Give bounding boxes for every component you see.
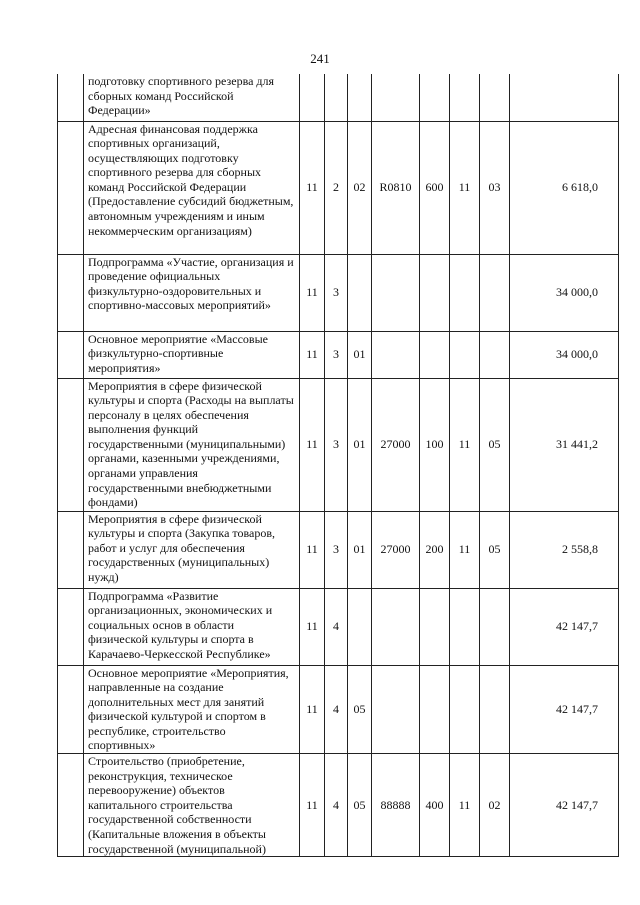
subprogram-code-cell: 3	[325, 331, 348, 378]
item-name-cell: подготовку спортивного резерва для сборных команд Российской Федерации»	[84, 74, 300, 121]
main-activity-code-cell: 05	[348, 754, 372, 857]
program-code-cell: 11	[300, 254, 325, 331]
item-name-cell: Подпрограмма «Участие, организация и проведение официальных физкультурно-оздоровительных и спортивно-массовых мероприятий»	[84, 254, 300, 331]
subsection-cell: 05	[480, 511, 510, 588]
amount-cell: 2 558,8	[510, 511, 619, 588]
section-cell	[450, 74, 480, 121]
row-number-cell	[58, 378, 84, 511]
direction-code-cell	[372, 665, 420, 754]
table-row	[58, 331, 619, 378]
direction-code-cell	[372, 254, 420, 331]
direction-code-cell: 27000	[372, 511, 420, 588]
amount-cell: 42 147,7	[510, 665, 619, 754]
row-number-cell	[58, 331, 84, 378]
program-code-cell: 11	[300, 511, 325, 588]
direction-code-cell: 88888	[372, 754, 420, 857]
subsection-cell: 03	[480, 121, 510, 254]
amount-cell: 34 000,0	[510, 331, 619, 378]
subsection-cell	[480, 588, 510, 665]
item-name-cell: Адресная финансовая поддержка спортивных организаций, осуществляющих подготовку спортивного резерва для сборных команд Российской Федерации (Предоставление субсидий бюджетным, автономным учреждениям и иным некоммерческим организациям)	[84, 121, 300, 254]
main-activity-code-cell	[348, 588, 372, 665]
subprogram-code-cell: 3	[325, 378, 348, 511]
expense-type-cell: 100	[420, 378, 450, 511]
row-number-cell	[58, 665, 84, 754]
direction-code-cell: 27000	[372, 378, 420, 511]
subprogram-code-cell: 3	[325, 511, 348, 588]
program-code-cell: 11	[300, 121, 325, 254]
item-name-cell: Мероприятия в сфере физической культуры и спорта (Расходы на выплаты персоналу в целях обеспечения выполнения функций государственными (муниципальными) органами, казенными учреждениями, органами управления государственными внебюджетными фондами)	[84, 378, 300, 511]
subprogram-code-cell: 4	[325, 588, 348, 665]
table-row	[58, 254, 619, 331]
expense-type-cell	[420, 588, 450, 665]
expense-type-cell: 400	[420, 754, 450, 857]
program-code-cell: 11	[300, 588, 325, 665]
program-code-cell: 11	[300, 754, 325, 857]
row-number-cell	[58, 754, 84, 857]
direction-code-cell: R0810	[372, 121, 420, 254]
main-activity-code-cell	[348, 74, 372, 121]
direction-code-cell	[372, 588, 420, 665]
direction-code-cell	[372, 331, 420, 378]
table-row	[58, 754, 619, 857]
direction-code-cell	[372, 74, 420, 121]
program-code-cell: 11	[300, 378, 325, 511]
subprogram-code-cell: 4	[325, 754, 348, 857]
subsection-cell	[480, 254, 510, 331]
subsection-cell	[480, 74, 510, 121]
program-code-cell: 11	[300, 665, 325, 754]
section-cell: 11	[450, 754, 480, 857]
expense-type-cell: 200	[420, 511, 450, 588]
main-activity-code-cell: 01	[348, 378, 372, 511]
main-activity-code-cell: 05	[348, 665, 372, 754]
main-activity-code-cell: 01	[348, 331, 372, 378]
main-activity-code-cell: 02	[348, 121, 372, 254]
item-name-cell: Основное мероприятие «Мероприятия, направленные на создание дополнительных мест для занятий физической культурой и спортом в республике, строительство спортивных»	[84, 665, 300, 754]
program-code-cell	[300, 74, 325, 121]
row-number-cell	[58, 254, 84, 331]
table-row	[58, 588, 619, 665]
section-cell	[450, 665, 480, 754]
section-cell	[450, 588, 480, 665]
table-row	[58, 665, 619, 754]
subsection-cell	[480, 665, 510, 754]
row-number-cell	[58, 74, 84, 121]
section-cell: 11	[450, 121, 480, 254]
row-number-cell	[58, 511, 84, 588]
item-name-cell: Мероприятия в сфере физической культуры и спорта (Закупка товаров, работ и услуг для обеспечения государственных (муниципальных) нужд)	[84, 511, 300, 588]
page-number: 241	[310, 51, 330, 66]
table-body	[58, 74, 619, 857]
row-number-cell	[58, 588, 84, 665]
item-name-cell: Строительство (приобретение, реконструкция, техническое перевооружение) объектов капитального строительства государственной собственности (Капитальные вложения в объекты государственной (муниципальной)	[84, 754, 300, 857]
table-row	[58, 74, 619, 121]
subsection-cell	[480, 331, 510, 378]
expense-type-cell: 600	[420, 121, 450, 254]
amount-cell: 6 618,0	[510, 121, 619, 254]
subsection-cell: 02	[480, 754, 510, 857]
amount-cell: 31 441,2	[510, 378, 619, 511]
expense-type-cell	[420, 254, 450, 331]
expense-type-cell	[420, 331, 450, 378]
row-number-cell	[58, 121, 84, 254]
amount-cell: 42 147,7	[510, 588, 619, 665]
amount-cell: 34 000,0	[510, 254, 619, 331]
main-activity-code-cell	[348, 254, 372, 331]
table-row	[58, 511, 619, 588]
table-row	[58, 121, 619, 254]
section-cell	[450, 331, 480, 378]
item-name-cell: Основное мероприятие «Массовые физкультурно-спортивные мероприятия»	[84, 331, 300, 378]
subprogram-code-cell: 3	[325, 254, 348, 331]
subsection-cell: 05	[480, 378, 510, 511]
program-code-cell: 11	[300, 331, 325, 378]
amount-cell: 42 147,7	[510, 754, 619, 857]
subprogram-code-cell: 4	[325, 665, 348, 754]
expense-type-cell	[420, 665, 450, 754]
budget-table	[57, 74, 619, 857]
amount-cell	[510, 74, 619, 121]
subprogram-code-cell	[325, 74, 348, 121]
section-cell	[450, 254, 480, 331]
item-name-cell: Подпрограмма «Развитие организационных, экономических и социальных основ в области физической культуры и спорта в Карачаево-Черкесской Республике»	[84, 588, 300, 665]
table-row	[58, 378, 619, 511]
main-activity-code-cell: 01	[348, 511, 372, 588]
section-cell: 11	[450, 511, 480, 588]
subprogram-code-cell: 2	[325, 121, 348, 254]
section-cell: 11	[450, 378, 480, 511]
expense-type-cell	[420, 74, 450, 121]
